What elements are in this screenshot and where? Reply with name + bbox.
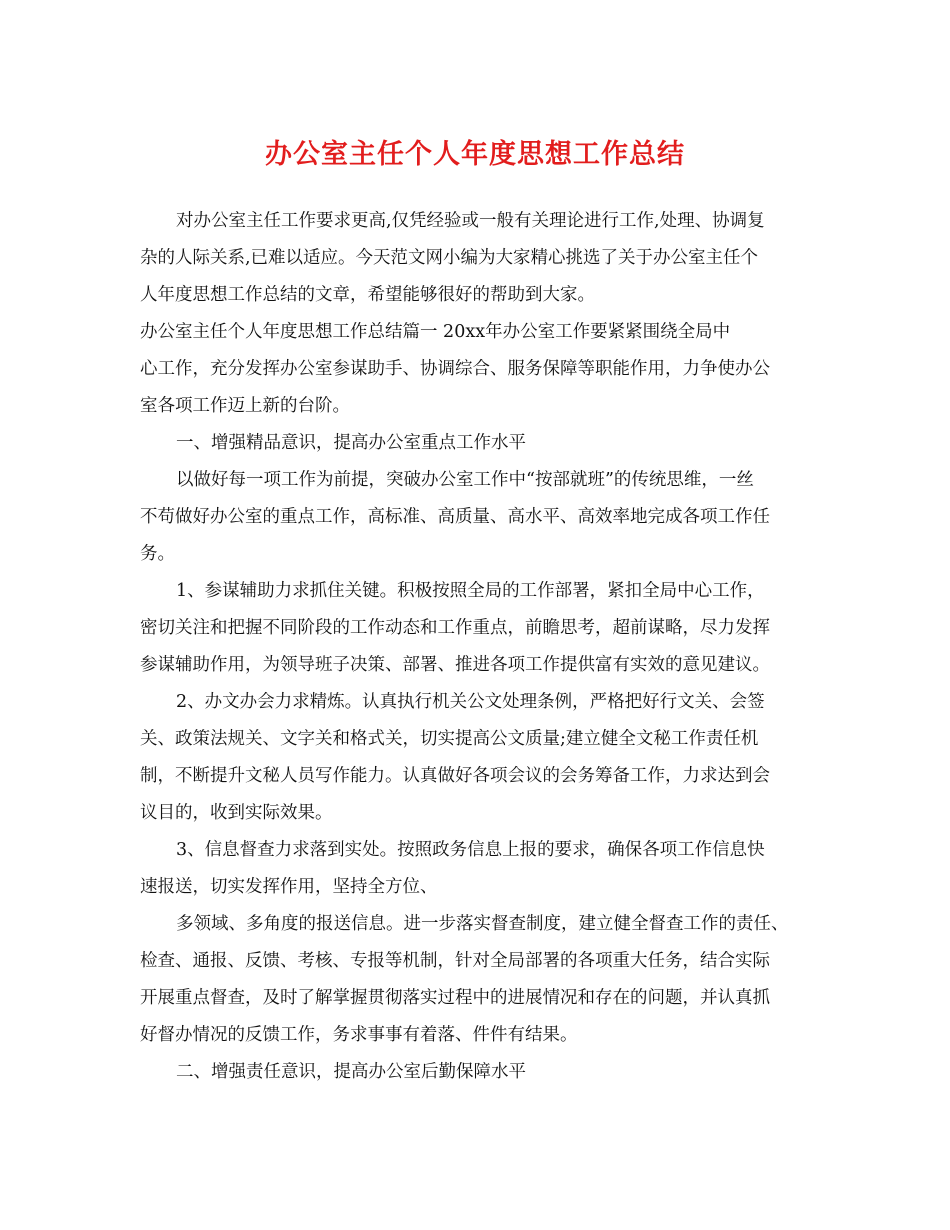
- body-line: 不苟做好办公室的重点工作，高标准、高质量、高水平、高效率地完成各项工作任: [140, 507, 770, 527]
- body-line: 多领域、多角度的报送信息。进一步落实督查制度，建立健全督查工作的责任、: [176, 914, 789, 934]
- body-line: 对办公室主任工作要求更高,仅凭经验或一般有关理论进行工作,处理、协调复: [176, 211, 765, 231]
- body-line: 务。: [140, 544, 175, 564]
- body-line: 好督办情况的反馈工作，务求事事有着落、件件有结果。: [140, 1025, 578, 1045]
- body-line: 办公室主任个人年度思想工作总结篇一 20xx年办公室工作要紧紧围绕全局中: [140, 322, 731, 342]
- body-line: 2、办文办会力求精炼。认真执行机关公文处理条例，严格把好行文关、会签: [176, 692, 765, 712]
- body-line: 1、参谋辅助力求抓住关键。积极按照全局的工作部署，紧扣全局中心工作，: [176, 581, 765, 601]
- body-line: 密切关注和把握不同阶段的工作动态和工作重点，前瞻思考，超前谋略，尽力发挥: [140, 618, 770, 638]
- body-line: 议目的，收到实际效果。: [140, 803, 333, 823]
- body-line: 以做好每一项工作为前提，突破办公室工作中“按部就班”的传统思维，一丝: [176, 470, 754, 490]
- document-title: 办公室主任个人年度思想工作总结: [265, 139, 685, 170]
- body-line: 检查、通报、反馈、考核、专报等机制，针对全局部署的各项重大任务，结合实际: [140, 951, 770, 971]
- body-line: 心工作，充分发挥办公室参谋助手、协调综合、服务保障等职能作用，力争使办公: [140, 359, 770, 379]
- body-line: 开展重点督查，及时了解掌握贯彻落实过程中的进展情况和存在的问题，并认真抓: [140, 988, 770, 1008]
- body-line: 速报送，切实发挥作用，坚持全方位、: [140, 877, 438, 897]
- section-heading: 一、增强精品意识，提高办公室重点工作水平: [176, 433, 526, 453]
- body-line: 制，不断提升文秘人员写作能力。认真做好各项会议的会务筹备工作，力求达到会: [140, 766, 770, 786]
- body-line: 室各项工作迈上新的台阶。: [140, 396, 350, 416]
- body-line: 关、政策法规关、文字关和格式关，切实提高公文质量;建立健全文秘工作责任机: [140, 729, 759, 749]
- section-heading: 二、增强责任意识，提高办公室后勤保障水平: [176, 1062, 526, 1082]
- body-line: 3、信息督查力求落到实处。按照政务信息上报的要求，确保各项工作信息快: [176, 840, 765, 860]
- body-line: 参谋辅助作用，为领导班子决策、部署、推进各项工作提供富有实效的意见建议。: [140, 655, 770, 675]
- body-line: 人年度思想工作总结的文章，希望能够很好的帮助到大家。: [140, 285, 595, 305]
- body-line: 杂的人际关系,已难以适应。今天范文网小编为大家精心挑选了关于办公室主任个: [140, 248, 759, 268]
